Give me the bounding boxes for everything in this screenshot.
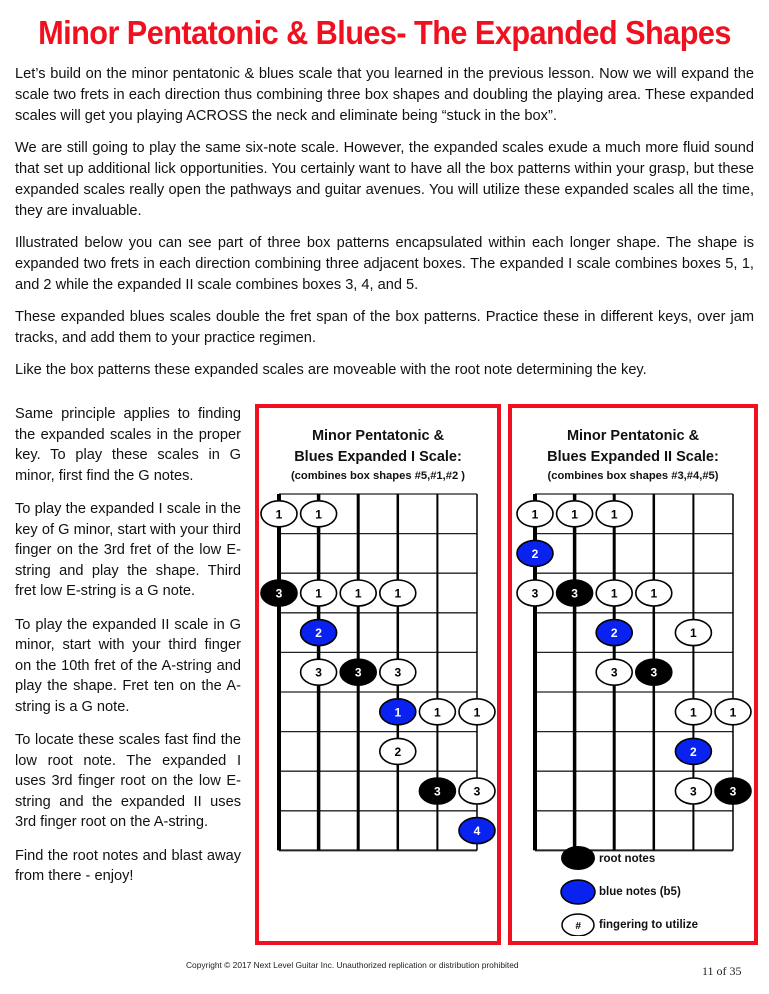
finger-number: 1	[729, 705, 737, 720]
blue-note-marker	[459, 818, 495, 844]
diagram-subtitle: (combines box shapes #3,#4,#5)	[547, 470, 719, 482]
finger-note-marker	[596, 501, 632, 527]
finger-note-marker	[557, 501, 593, 527]
intro-paragraph: These expanded blues scales double the fret span of the box patterns. Practice these in different keys, over jam tracks, and add them to your practice regimen.	[15, 309, 754, 346]
expanded-2-diagram-box	[508, 404, 758, 945]
intro-paragraph: We are still going to play the same six-note scale. However, the expanded scales exude a much more fluid sound that set up additional lick opportunities. You certainly want to have all the box patterns within your grasp, but these expanded scales really open the pathways and guitar avenues. You will utilize these expanded scales all the time, they are invaluable.	[15, 140, 754, 219]
finger-number: 2	[315, 626, 322, 641]
finger-number: 1	[315, 586, 322, 601]
legend-fingering-label: fingering to utilize	[599, 919, 699, 931]
side-paragraph: To play the expanded I scale in the key of G minor, start with your third finger on the 3rd fret of the low E-string and play the shape. Third fret low E-string is a G note.	[15, 501, 241, 599]
finger-note-marker	[261, 501, 297, 527]
finger-number: 1	[473, 705, 481, 720]
finger-number: 3	[315, 665, 322, 680]
finger-number: 3	[571, 586, 578, 601]
root-note-swatch-icon	[561, 846, 595, 870]
finger-note-marker	[380, 659, 416, 685]
side-paragraph: To play the expanded II scale in G minor, start with your third finger on the 10th fret of the A-string and play the shape. Fret ten on the A-string is a G note.	[15, 616, 241, 715]
finger-note-marker	[715, 699, 751, 725]
finger-number: 1	[394, 586, 402, 601]
blue-note-marker	[301, 620, 337, 646]
finger-note-marker	[301, 501, 337, 527]
finger-number: 4	[473, 824, 481, 839]
finger-note-marker	[675, 699, 711, 725]
finger-number: 3	[394, 665, 402, 680]
finger-number: 3	[275, 586, 283, 601]
finger-number: 2	[394, 744, 402, 759]
finger-note-marker	[517, 501, 553, 527]
finger-note-marker	[380, 580, 416, 606]
finger-number: 3	[434, 784, 441, 799]
blue-note-marker	[380, 699, 416, 725]
legend-root-label: root notes	[599, 853, 656, 865]
finger-number: 2	[690, 744, 697, 759]
blue-note-swatch-icon	[561, 880, 595, 904]
finger-number: 3	[531, 586, 539, 601]
copyright-footer: Copyright © 2017 Next Level Guitar Inc. Unauthorized replication or distribution prohibited	[186, 960, 519, 970]
finger-number: 1	[315, 507, 322, 522]
intro-paragraph: Illustrated below you can see part of three box patterns encapsulated within each longer shape. The shape is expanded two frets in each direction combining three adjacent boxes. The expanded I scale combines boxes 5, 1, and 2 while the expanded II scale combines boxes 3, 4, and 5.	[15, 235, 754, 293]
finger-number: 1	[531, 507, 539, 522]
page-title: Minor Pentatonic & Blues- The Expanded Shapes	[38, 14, 731, 51]
page-number: 11 of 35	[702, 964, 742, 978]
finger-note-marker	[517, 580, 553, 606]
finger-number: 3	[610, 665, 618, 680]
root-note-marker	[715, 778, 751, 804]
finger-number: 1	[650, 586, 658, 601]
finger-number: 1	[354, 586, 362, 601]
finger-note-marker	[596, 580, 632, 606]
expanded-1-diagram-box	[255, 404, 501, 945]
finger-number: 2	[531, 546, 539, 561]
diagram-title-line1: Minor Pentatonic &	[311, 428, 445, 444]
side-paragraph: Same principle applies to finding the expanded scales in the proper key. To play these scales in G minor, first find the G notes.	[15, 406, 241, 484]
finger-note-marker	[596, 659, 632, 685]
intro-paragraph: Let’s build on the minor pentatonic & blues scale that you learned in the previous lesson. Now we will expand the scale two frets in each direction thus combining three box shapes and doubling the playing area. These expanded scales will get you playing ACROSS the neck and eliminate being “stuck in the box”.	[15, 66, 754, 124]
finger-note-marker	[340, 580, 376, 606]
finger-number: 3	[729, 784, 737, 799]
finger-note-marker	[419, 699, 455, 725]
finger-note-marker	[459, 699, 495, 725]
finger-note-marker	[675, 620, 711, 646]
finger-note-marker	[301, 580, 337, 606]
intro-text	[15, 64, 754, 392]
side-paragraph: Find the root notes and blast away from there - enjoy!	[15, 847, 241, 884]
legend-blue-label: blue notes (b5)	[599, 886, 681, 898]
finger-number: 3	[690, 784, 697, 799]
fretboard-diagram-1	[259, 408, 497, 941]
intro-paragraph: Like the box patterns these expanded scales are moveable with the root note determining the key.	[15, 362, 647, 378]
finger-note-marker	[301, 659, 337, 685]
blue-note-marker	[675, 738, 711, 764]
blue-note-marker	[517, 540, 553, 566]
root-note-marker	[636, 659, 672, 685]
finger-note-marker	[675, 778, 711, 804]
side-paragraph: To locate these scales fast find the low root note. The expanded I uses 3rd finger root on the low E-string and the expanded II uses 3rd finger root on the A-string.	[15, 732, 241, 830]
root-note-marker	[340, 659, 376, 685]
finger-number: 1	[690, 626, 697, 641]
finger-number: 2	[610, 626, 618, 641]
finger-number: 1	[610, 507, 618, 522]
diagram-title-line2: Blues Expanded I Scale:	[294, 449, 462, 465]
finger-number: 3	[473, 784, 481, 799]
legend-swatches	[558, 846, 598, 936]
finger-number: 1	[394, 705, 402, 720]
diagram-title-line2: Blues Expanded II Scale:	[547, 449, 719, 465]
blue-note-marker	[596, 620, 632, 646]
finger-number: 3	[354, 665, 362, 680]
root-note-marker	[419, 778, 455, 804]
finger-number: 1	[434, 705, 441, 720]
fingering-swatch-symbol: #	[575, 921, 581, 932]
finger-note-marker	[459, 778, 495, 804]
finger-number: 1	[571, 507, 578, 522]
side-text	[15, 404, 241, 900]
diagram-title-line1: Minor Pentatonic &	[566, 428, 700, 444]
finger-note-marker	[636, 580, 672, 606]
finger-number: 1	[275, 507, 283, 522]
finger-number: 1	[610, 586, 618, 601]
diagram-subtitle: (combines box shapes #5,#1,#2 )	[290, 470, 466, 482]
root-note-marker	[261, 580, 297, 606]
finger-note-marker	[380, 738, 416, 764]
finger-number: 1	[690, 705, 697, 720]
finger-number: 3	[650, 665, 658, 680]
root-note-marker	[557, 580, 593, 606]
